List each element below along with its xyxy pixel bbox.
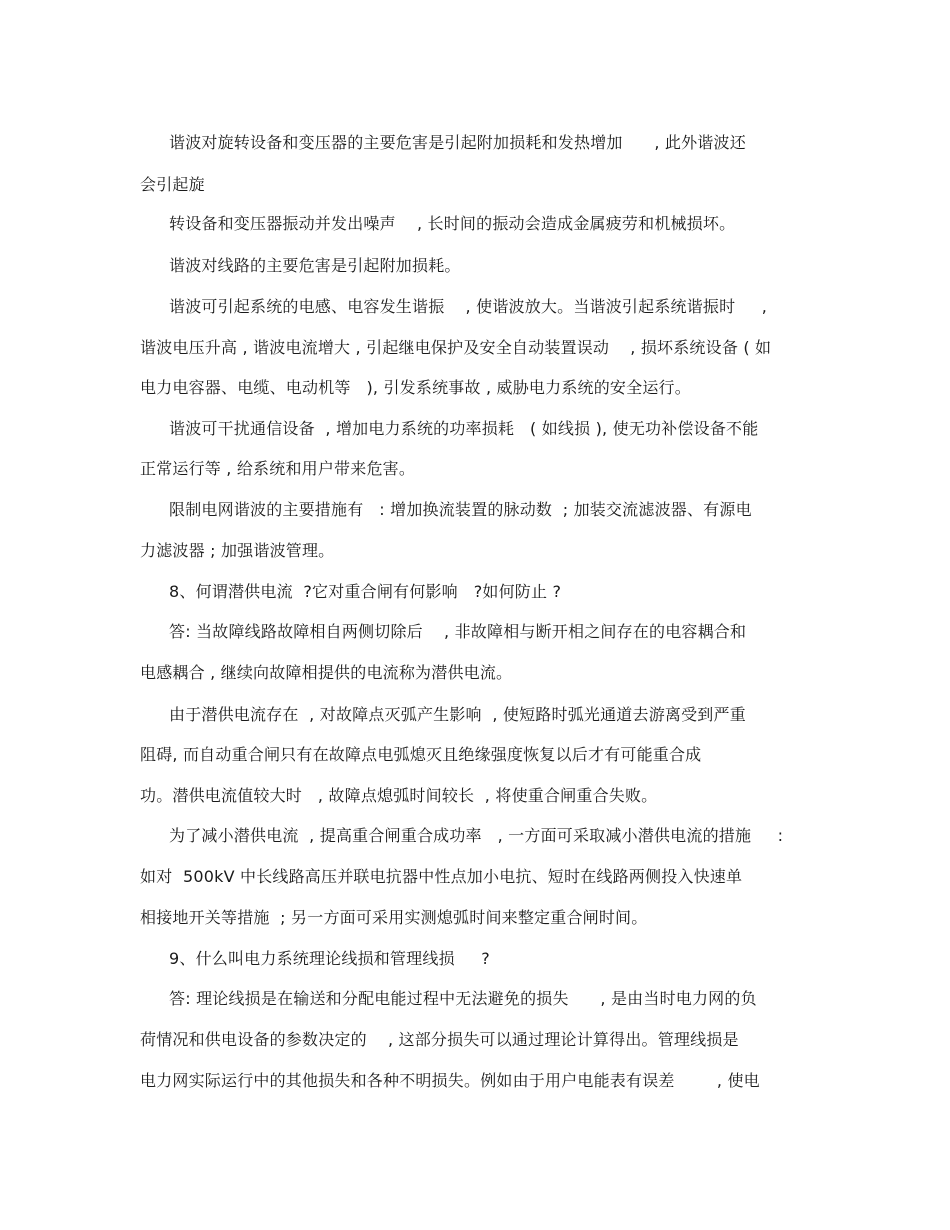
text-line: 会引起旋 — [140, 175, 205, 194]
text-line: 谐波可引起系统的电感、电容发生谐振 , 使谐波放大。当谐波引起系统谐振时 , — [169, 297, 768, 316]
text-line: 荷情况和供电设备的参数决定的 , 这部分损失可以通过理论计算得出。管理线损是 — [140, 1030, 739, 1049]
text-line: 相接地开关等措施 ; 另一方面可采用实测熄弧时间来整定重合闸时间。 — [140, 908, 648, 927]
text-line: 谐波对旋转设备和变压器的主要危害是引起附加损耗和发热增加 , 此外谐波还 — [169, 133, 746, 152]
text-line: 谐波对线路的主要危害是引起附加损耗。 — [169, 256, 461, 275]
text-line: 功。潜供电流值较大时 , 故障点熄弧时间较长 , 将使重合闸重合失败。 — [140, 786, 658, 805]
text-line: 如对 500kV 中长线路高压并联电抗器中性点加小电抗、短时在线路两侧投入快速单 — [140, 867, 743, 886]
question-heading: 9、什么叫电力系统理论线损和管理线损 ? — [169, 949, 490, 968]
text-line: 电力网实际运行中的其他损失和各种不明损失。例如由于用户电能表有误差 , 使电 — [140, 1071, 760, 1090]
text-line: 谐波电压升高 , 谐波电流增大 , 引起继电保护及安全自动装置误动 , 损坏系统设备 ( 如 — [140, 338, 772, 357]
text-line: 阻碍, 而自动重合闸只有在故障点电弧熄灭且绝缘强度恢复以后才有可能重合成 — [140, 745, 702, 764]
text-line: 力滤波器 ; 加强谐波管理。 — [140, 541, 335, 560]
text-line: 答: 理论线损是在输送和分配电能过程中无法避免的损失 , 是由当时电力网的负 — [169, 989, 757, 1008]
text-line: 转设备和变压器振动并发出噪声 , 长时间的振动会造成金属疲劳和机械损坏。 — [169, 214, 736, 233]
text-line: 答: 当故障线路故障相自两侧切除后 , 非故障相与断开相之间存在的电容耦合和 — [169, 622, 747, 641]
text-line: 由于潜供电流存在 , 对故障点灭弧产生影响 , 使短路时弧光通道去游离受到严重 — [169, 705, 746, 724]
text-line: 谐波可干扰通信设备 , 增加电力系统的功率损耗 ( 如线损 ), 使无功补偿设备不能 — [169, 419, 759, 438]
text-line: 正常运行等 , 给系统和用户带来危害。 — [140, 459, 416, 478]
question-heading: 8、何谓潜供电流 ?它对重合闸有何影响 ?如何防止 ? — [169, 582, 562, 601]
text-line: 电力电容器、电缆、电动机等 ), 引发系统事故 , 威胁电力系统的安全运行。 — [140, 378, 691, 397]
text-line: 限制电网谐波的主要措施有 : 增加换流装置的脉动数 ; 加装交流滤波器、有源电 — [169, 500, 752, 519]
text-line: 电感耦合 , 继续向故障相提供的电流称为潜供电流。 — [140, 663, 513, 682]
text-line: 为了减小潜供电流 , 提高重合闸重合成功率 , 一方面可采取减小潜供电流的措施 : — [169, 826, 784, 845]
